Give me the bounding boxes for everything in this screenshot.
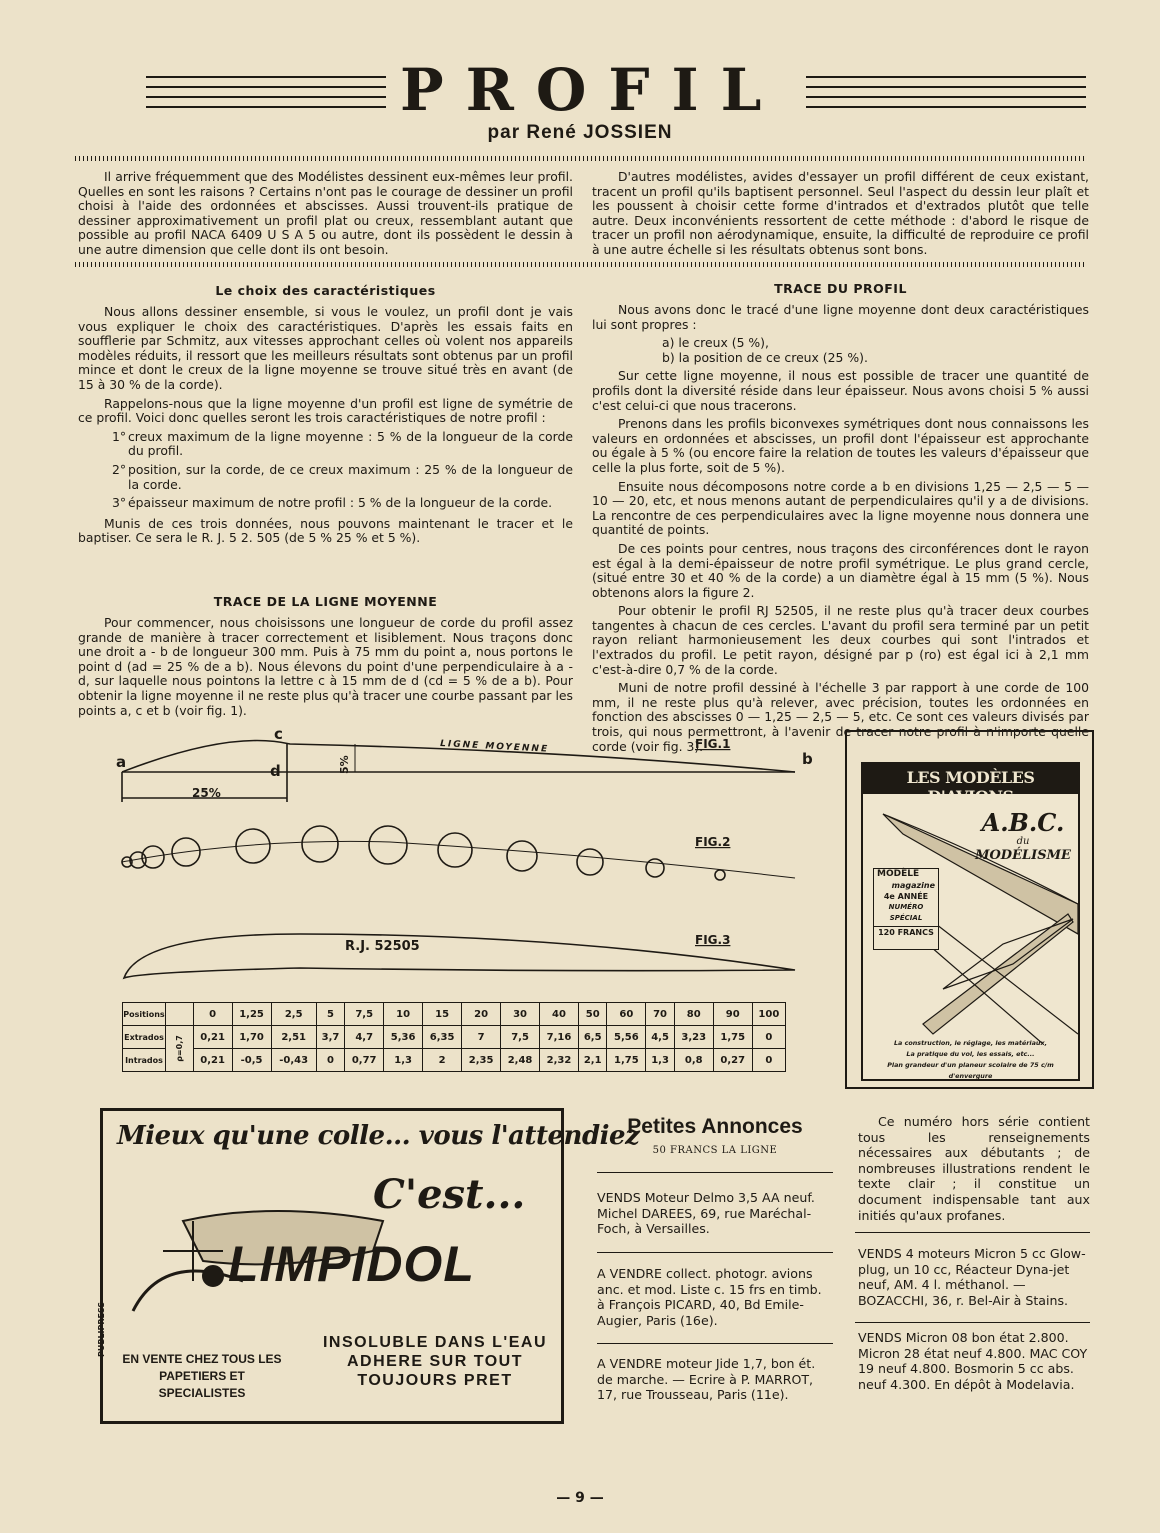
fig2-circle	[646, 859, 664, 877]
profile-figures	[0, 720, 840, 1005]
fig1-label-a: a	[116, 753, 127, 771]
ad-limpidol-brand: LIMPIDOL	[228, 1236, 475, 1292]
section-trace-profil: Nous avons donc le tracé d'une ligne moyenne dont deux caractéristiques lui sont propres : a) le creux (5 %), b) la position de ce creux (25 %). Sur cette ligne moyenne, il nous est possible de tracer une quantité de profils dont la diversité réside dans leur épaisseur. Nous avons choisi 5 % aussi c'est celui-ci que nous tracerons. Prenons dans les profils biconvexes symétriques dont nous connaissons les valeurs en ordonnées et abscisses, un profil dont l'épaisseur est approchante ou égale à 5 % (ou encore faire la relation de toutes les valeurs d'épaisseur que celle la plus forte, soit de 5 %). Ensuite nous décomposons notre corde a b en divisions 1,25 — 2,5 — 5 — 10 — 20, etc, et nous menons autant de perpendiculaires qu'il y a de divisions. La rencontre de ces perpendiculaires avec la ligne moyenne nous donnera une quantité de points. De ces points pour centres, nous traçons des circonférences dont le rayon est égal à la demi-épaisseur de notre profil symétrique. Le plus grand cercle, (situé entre 30 et 40 % de la corde) a un diamètre égal à 15 mm (5 %). Nous obtenons alors la figure 2. Pour obtenir le profil RJ 52505, il ne reste plus qu'à tracer deux courbes tangentes à chacun de ces cercles. L'avant du profil sera terminé par un petit rayon reliant harmonieusement les deux courbes qui sont l'intrados et l'extrados du profil. Le petit rayon, désigné par p (ro) est égal ici à 2,1 mm c'est-à-dire 0,7 % de la corde. Muni de notre profil dessiné à l'échelle 3 par rapport à une corde de 100 mm, il ne reste plus qu'à relever, avec précision, toutes les ordonnées en fonction des abscisses 0 — 1,25 — 2,5 — 5, etc. Ce sont ces valeurs divisés par trois, qui nous permettront, à l'avenir de tracer notre profil à n'importe quelle corde (voir fig. 3).	[592, 302, 1089, 754]
ad-limpidol-cest: C'est...	[373, 1171, 526, 1218]
intro-right: D'autres modélistes, avides d'essayer un profil différent de ceux existant, tracent un profil qu'ils baptisent personnel. Seul l'aspect du dessin leur plaît et les poussent à choisir cette forme d'intrados et d'extrados plutôt que telle autre. Deux inconvénients ressortent de cette méthode : d'abord le risque de tracer un profil non aérodynamique, ensuite, la difficulté de reproduire ce profil à une autre échelle si les résultats obtenus sont bons.	[592, 169, 1089, 257]
section-heading-ligne: TRACE DE LA LIGNE MOYENNE	[213, 594, 438, 609]
ad-limpidol-headline: Mieux qu'une colle... vous l'attendiez	[117, 1121, 640, 1151]
table-row-intrados: Intrados 0,21 -0,5 -0,43 0 0,77 1,3 2 2,35 2,48 2,32 2,1 1,75 1,3 0,8 0,27 0	[123, 1049, 786, 1072]
fig2-circle	[715, 870, 725, 880]
fig3-name: R.J. 52505	[345, 939, 420, 954]
classified-ad: VENDS Moteur Delmo 3,5 AA neuf. Michel DAREES, 69, rue Maréchal-Foch, à Versailles.	[597, 1190, 815, 1237]
table-row-extrados: Extrados ρ=0,7 0,21 1,70 2,51 3,7 4,7 5,36 6,35 7 7,5 7,16 6,5 5,56 4,5 3,23 1,75 0	[123, 1026, 786, 1049]
fig2-circle	[577, 849, 603, 875]
fig2-circle	[369, 826, 407, 864]
classified-ad: A VENDRE moteur Jide 1,7, bon ét. de marche. — Ecrire à P. MARROT, 17, rue Trousseau, Paris (11e).	[597, 1356, 816, 1403]
fig2-circle	[438, 833, 472, 867]
fig2-circle	[302, 826, 338, 862]
fig1-label-c: c	[274, 725, 283, 743]
fig1-label-ligne: LIGNE MOYENNE	[439, 739, 550, 755]
ad-abc-header: LES MODÈLES D'AVIONS	[906, 768, 1035, 806]
section-ligne-moyenne: Pour commencer, nous choisissons une longueur de corde du profil assez grande de manière à tracer correctement et lisiblement. Nous traçons donc une droit a - b de longueur 300 mm. Puis à 75 mm du point a, nous portons le point d (ad = 25 % de a b). Nous élevons du point d'une perpendiculaire à a - d, sur laquelle nous pointons la lettre c à 15 mm de d (cd = 5 % de a b). Pour obtenir la ligne moyenne il ne reste plus qu'à tracer une courbe passant par les points a, c et b (voir fig. 1).	[78, 615, 573, 718]
fig1-title: FIG.1	[695, 737, 731, 751]
ad-abc-modelisme-word: MODÉLISME	[975, 848, 1071, 863]
classified-ad: A VENDRE collect. photogr. avions anc. et mod. Liste c. 15 frs en timb. à François PICARD, 40, Bd Emile-Augier, Paris (16e).	[597, 1266, 822, 1328]
section-heading-profil: TRACE DU PROFIL	[774, 281, 907, 296]
byline: par René JOSSIEN	[487, 122, 673, 143]
ad-abc-modelisme: LES MODÈLES D'AVIONS A.B.C. du MODÉLISME MODÈLE magazine 4e ANNÉE NUMÉRO SPÉCIAL 120 FRANCS La construction, le réglage, les matériaux, La pratique du vol, les essais, etc... Plan grandeur d'un planeur scolaire de 75 c/m d'envergure	[845, 730, 1094, 1089]
fig3-title: FIG.3	[695, 933, 731, 947]
ad-limpidol-claims: INSOLUBLE DANS L'EAU ADHERE SUR TOUT TOUJOURS PRET	[322, 1334, 548, 1389]
page-title: PROFIL	[400, 56, 784, 124]
table-row-positions: Positions 0 1,25 2,5 5 7,5 10 15 20 30 40 50 60 70 80 90 100	[123, 1003, 786, 1026]
magazine-badge: MODÈLE magazine 4e ANNÉE NUMÉRO SPÉCIAL 120 FRANCS	[873, 868, 939, 950]
profile-coordinates-table	[122, 1002, 786, 1072]
classifieds-subtitle: 50 FRANCS LA LIGNE	[652, 1145, 778, 1156]
classified-ad: VENDS 4 moteurs Micron 5 cc Glow-plug, un 10 cc, Réacteur Dyna-jet neuf, AM. 4 l. méthanol. — BOZACCHI, 36, r. Bel-Air à Stains.	[858, 1246, 1086, 1308]
ad-abc-abc: A.B.C.	[981, 808, 1065, 837]
issue-note: Ce numéro hors série contient tous les renseignements nécessaires aux débutants ; de nombreuses illustrations rendent le texte clair ; il constitue un document indispensable tant aux initiés qu'aux profanes.	[858, 1114, 1090, 1223]
fig1-label-25pct: 25%	[192, 786, 221, 800]
fig1-label-5pct: 5%	[338, 755, 351, 774]
ad-limpidol-where: EN VENTE CHEZ TOUS LES PAPETIERS ET SPECIALISTES	[122, 1352, 282, 1400]
section-heading-choix: Le choix des caractéristiques	[215, 283, 436, 298]
page-number: — 9 —	[556, 1490, 604, 1506]
classifieds-title: Petites Annonces	[627, 1115, 803, 1138]
intro-left: Il arrive fréquemment que des Modélistes dessinent eux-mêmes leur profil. Quelles en sont les raisons ? Certains n'ont pas le courage de dessiner un profil choisi à l'aide des ordonnées et abscisses. Aussi trouvent-ils pratique de dessiner approximativement un profil plat ou creux, ressemblant autant que possible au profil NACA 6409 U S A 5 ou autre, dont ils possèdent le dessin à une autre dimension que celle dont ils ont besoin.	[78, 169, 573, 257]
ad-limpidol: Mieux qu'une colle... vous l'attendiez C'est... LIMPIDOL PUBLIPRESS EN VENTE CHEZ TOUS LES PAPETIERS ET SPECIALISTES INSOLUBLE DANS L'EAU ADHERE SUR TOUT TOUJOURS PRET	[100, 1108, 564, 1424]
fig2-circle	[507, 841, 537, 871]
section-choix: Nous allons dessiner ensemble, si vous le voulez, un profil dont je vais vous expliquer le choix des caractéristiques. D'après les essais faits en soufflerie par Schmitz, aux vitesses approchant celles où volent nos appareils modèles réduits, il ressort que les meilleurs résultats sont obtenus par un profil mince et dont le creux de la ligne moyenne se trouve situé très en avant (de 15 à 30 % de la corde). Rappelons-nous que la ligne moyenne d'un profil est ligne de symétrie de ce profil. Voici donc quelles seront les trois caractéristiques de notre profil : 1° creux maximum de la ligne moyenne : 5 % de la longueur de la corde du profil. 2° position, sur la corde, de ce creux maximum : 25 % de la longueur de la corde. 3° épaisseur maximum de notre profil : 5 % de la longueur de la corde. Munis de ces trois données, nous pouvons maintenant le tracer et le baptiser. Ce sera le R. J. 5 2. 505 (de 5 % 25 % et 5 %).	[78, 304, 573, 546]
fig2-title: FIG.2	[695, 835, 731, 849]
fig1-label-d: d	[270, 762, 281, 780]
fig1-label-b: b	[802, 750, 813, 768]
classified-ad: VENDS Micron 08 bon état 2.800. Micron 28 état neuf 4.800. MAC COY 19 neuf 4.800. Bosmorin 5 cc abs. neuf 4.300. En dépôt à Modelavia.	[858, 1330, 1088, 1392]
